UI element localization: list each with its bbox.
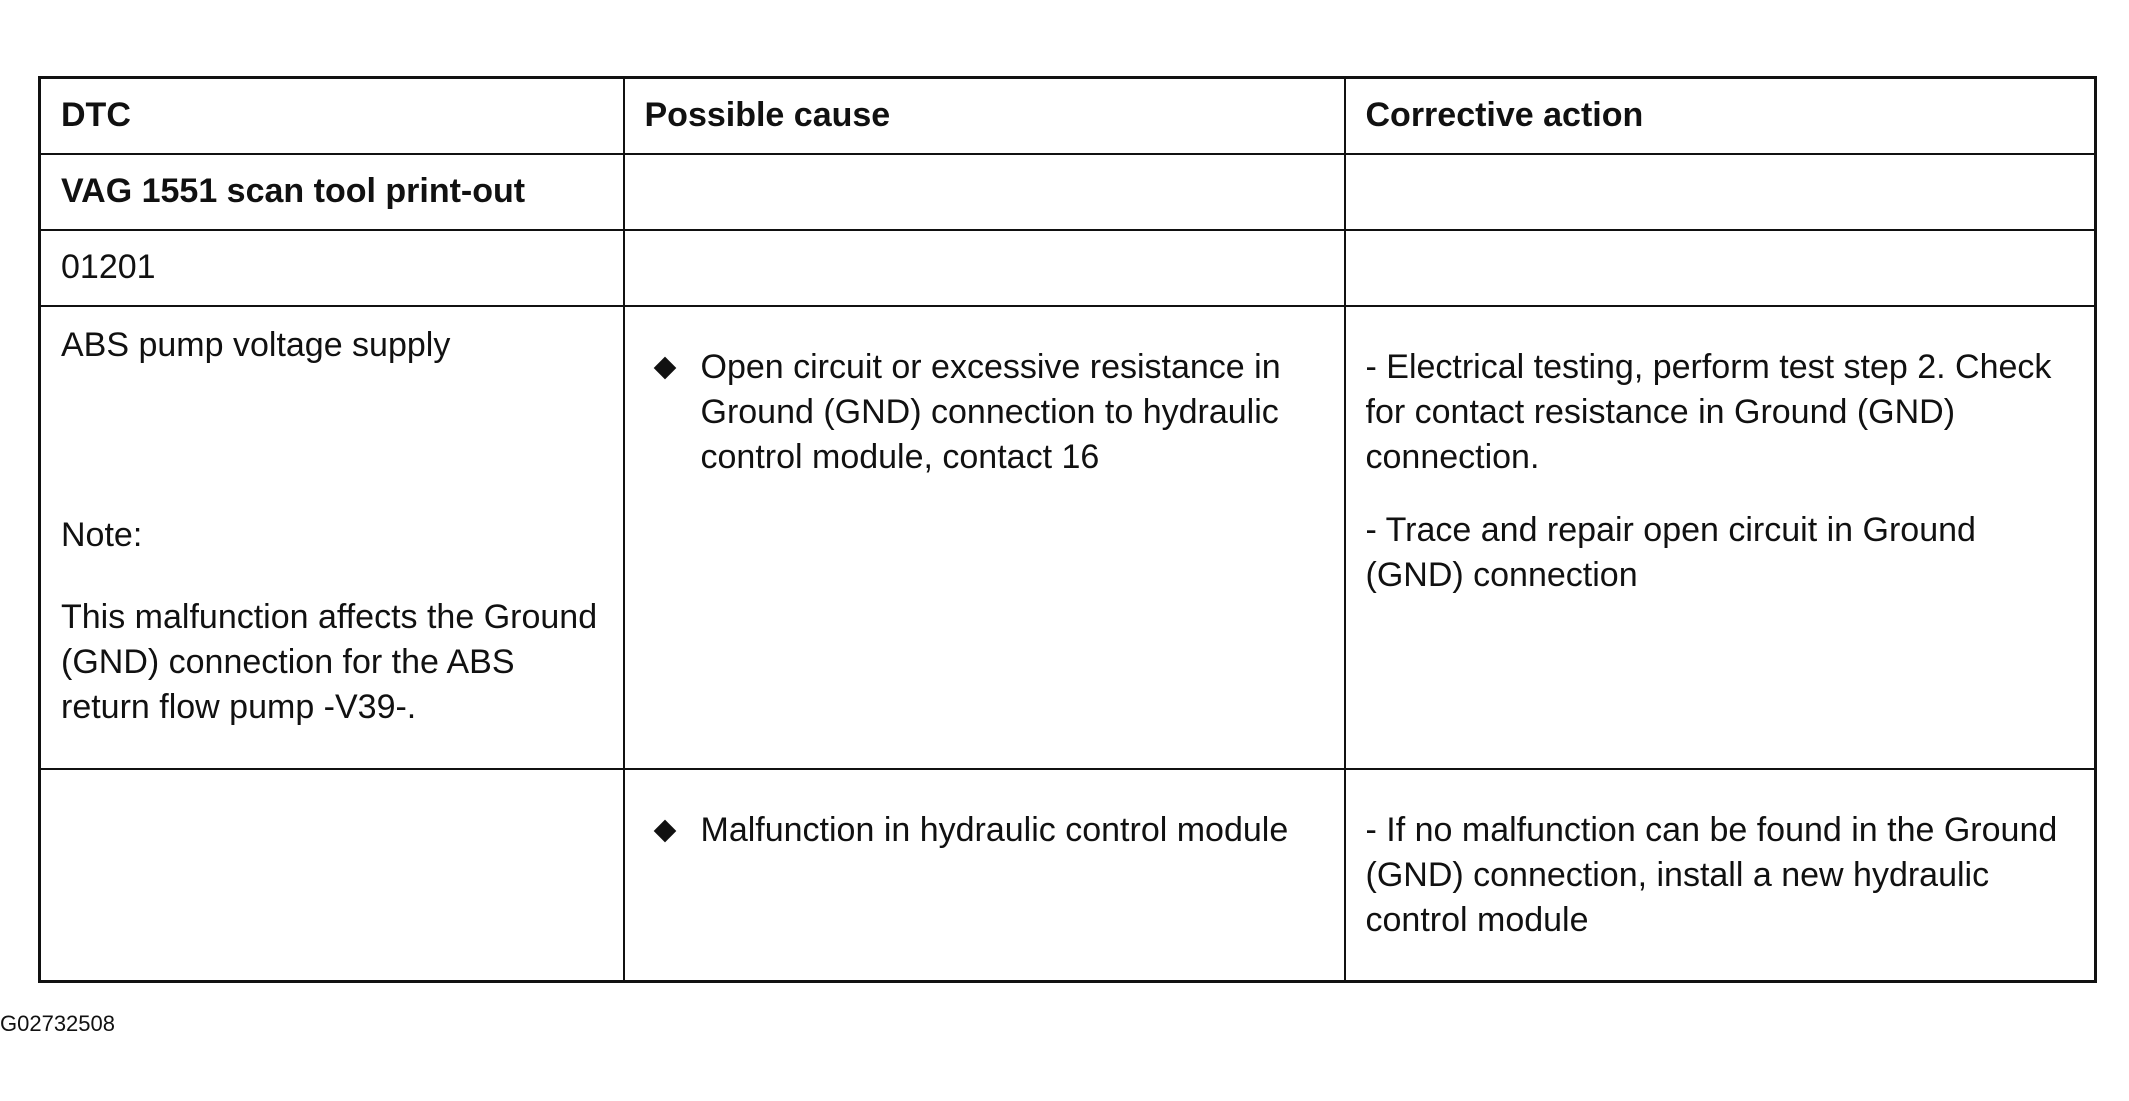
action-text: - Electrical testing, perform test step 2. Check for contact resistance in Ground (GND) connection. bbox=[1365, 347, 2052, 476]
cell-possible-cause bbox=[624, 306, 1345, 769]
scan-tool-label: VAG 1551 scan tool print-out bbox=[61, 172, 526, 210]
cell-empty bbox=[624, 230, 1345, 306]
cell-possible-cause bbox=[624, 769, 1345, 982]
table-row-main bbox=[40, 306, 2096, 769]
cell-dtc-code: 01201 bbox=[40, 230, 624, 306]
table-row-code bbox=[40, 230, 2096, 306]
cell-corrective-action bbox=[1345, 769, 2096, 982]
cause-text: Malfunction in hydraulic control module bbox=[700, 810, 1289, 849]
cause-list bbox=[645, 345, 1324, 480]
cause-list bbox=[645, 808, 1324, 853]
table-row-scan-tool bbox=[40, 154, 2096, 230]
table-row-last bbox=[40, 769, 2096, 982]
cause-text: Open circuit or excessive resistance in Ground (GND) connection to hydraulic control module, contact 16 bbox=[700, 347, 1281, 476]
header-possible-cause: Possible cause bbox=[624, 78, 1345, 154]
diamond-bullet-icon bbox=[653, 819, 676, 842]
cell-scan-tool bbox=[40, 154, 624, 230]
diamond-bullet-icon bbox=[653, 356, 676, 379]
action-text: - If no malfunction can be found in the Ground (GND) connection, install a new hydraulic control module bbox=[1365, 810, 2058, 939]
figure-id: G02732508 bbox=[0, 1011, 115, 1036]
cell-empty bbox=[624, 154, 1345, 230]
dtc-table bbox=[38, 76, 2097, 983]
note-text: This malfunction affects the Ground (GND) connection for the ABS return flow pump -V39-. bbox=[61, 597, 598, 726]
action-text: - Trace and repair open circuit in Ground (GND) connection bbox=[1365, 510, 1976, 594]
cell-corrective-action bbox=[1345, 306, 2096, 769]
cell-empty bbox=[40, 769, 624, 982]
header-dtc: DTC bbox=[40, 78, 624, 154]
cell-empty bbox=[1345, 230, 2096, 306]
table-header-row bbox=[40, 78, 2096, 154]
list-item bbox=[645, 808, 1324, 853]
note-label: Note: bbox=[61, 515, 143, 554]
cell-dtc-description bbox=[40, 306, 624, 769]
list-item bbox=[645, 345, 1324, 480]
cell-empty bbox=[1345, 154, 2096, 230]
header-corrective-action: Corrective action bbox=[1345, 78, 2096, 154]
dtc-title: ABS pump voltage supply bbox=[61, 325, 451, 364]
